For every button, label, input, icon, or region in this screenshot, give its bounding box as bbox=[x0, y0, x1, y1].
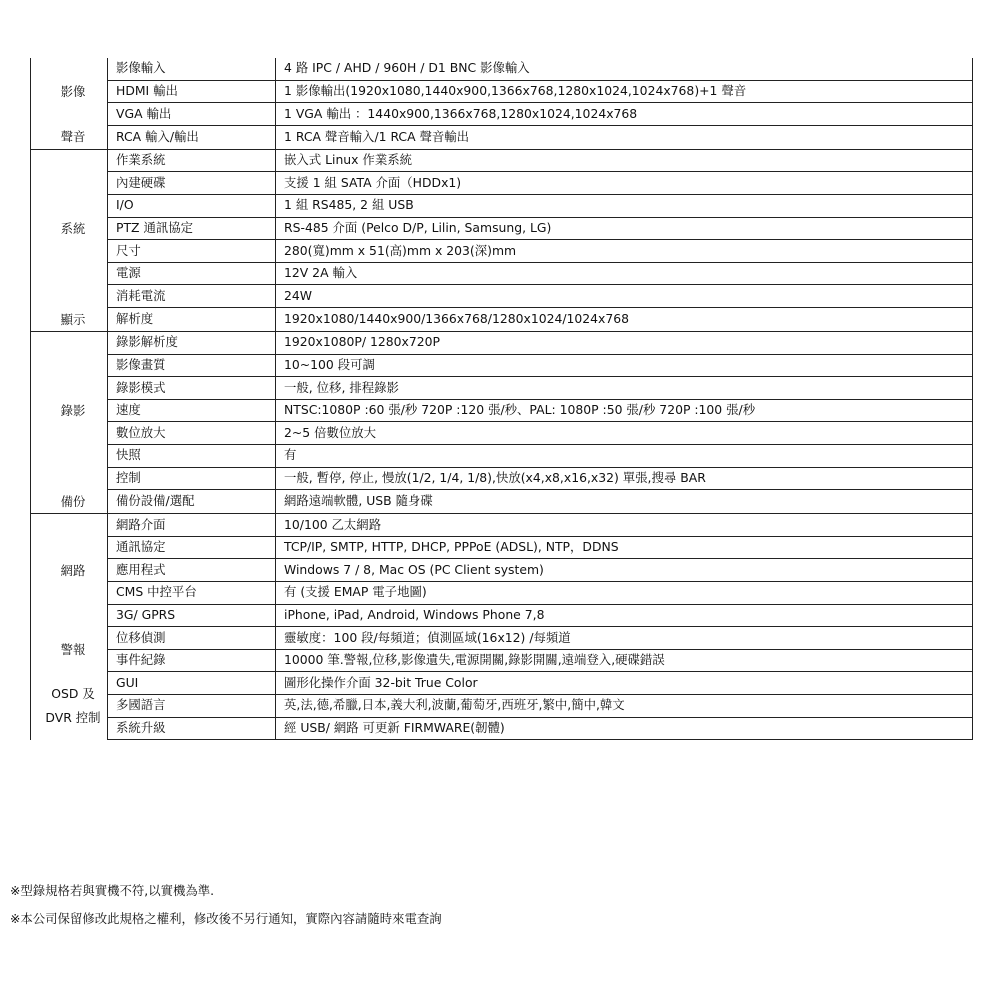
spec-feature: 影像畫質 bbox=[108, 354, 276, 377]
spec-row bbox=[31, 240, 973, 263]
spec-feature: VGA 輸出 bbox=[108, 103, 276, 126]
spec-row bbox=[31, 514, 973, 537]
spec-row bbox=[31, 354, 973, 377]
spec-row bbox=[31, 649, 973, 672]
spec-feature: 快照 bbox=[108, 445, 276, 468]
spec-category bbox=[31, 514, 108, 627]
spec-value: 2~5 倍數位放大 bbox=[276, 422, 973, 445]
spec-feature: RCA 輸入/輸出 bbox=[108, 125, 276, 149]
spec-row bbox=[31, 103, 973, 126]
spec-feature: I/O bbox=[108, 195, 276, 218]
spec-feature: 多國語言 bbox=[108, 695, 276, 718]
spec-category bbox=[31, 58, 108, 125]
spec-table-body bbox=[31, 58, 973, 740]
spec-row bbox=[31, 262, 973, 285]
spec-feature: 系統升級 bbox=[108, 717, 276, 740]
spec-value: 1 VGA 輸出 ：1440x900,1366x768,1280x1024,1024x768 bbox=[276, 103, 973, 126]
spec-feature: 3G/ GPRS bbox=[108, 604, 276, 627]
spec-category-label: 顯示 bbox=[60, 311, 86, 327]
spec-row bbox=[31, 332, 973, 355]
spec-row bbox=[31, 604, 973, 627]
spec-value: TCP/IP, SMTP, HTTP, DHCP, PPPoE (ADSL), NTP，DDNS bbox=[276, 536, 973, 559]
spec-value: 一般, 位移, 排程錄影 bbox=[276, 377, 973, 400]
spec-row bbox=[31, 377, 973, 400]
spec-feature: 數位放大 bbox=[108, 422, 276, 445]
spec-row bbox=[31, 467, 973, 490]
spec-feature: 作業系統 bbox=[108, 149, 276, 172]
spec-feature: 備份設備/選配 bbox=[108, 490, 276, 514]
spec-value: 10~100 段可調 bbox=[276, 354, 973, 377]
spec-feature: 影像輸入 bbox=[108, 58, 276, 80]
spec-row bbox=[31, 445, 973, 468]
spec-category-label: 警報 bbox=[60, 641, 86, 657]
spec-value: 1 影像輸出(1920x1080,1440x900,1366x768,1280x1024,1024x768)+1 聲音 bbox=[276, 80, 973, 103]
spec-value: 經 USB/ 網路 可更新 FIRMWARE(韌體) bbox=[276, 717, 973, 740]
spec-category-label: 錄影 bbox=[60, 403, 86, 419]
spec-row bbox=[31, 217, 973, 240]
spec-category bbox=[31, 125, 108, 149]
spec-value: 1920x1080/1440x900/1366x768/1280x1024/1024x768 bbox=[276, 308, 973, 332]
spec-value: 1 組 RS485, 2 組 USB bbox=[276, 195, 973, 218]
footnote-spec-disclaimer: ※型錄規格若與實機不符,以實機為準. bbox=[10, 883, 215, 898]
spec-feature: 應用程式 bbox=[108, 559, 276, 582]
spec-feature: 錄影解析度 bbox=[108, 332, 276, 355]
spec-value: iPhone, iPad, Android, Windows Phone 7,8 bbox=[276, 604, 973, 627]
spec-value: NTSC:1080P :60 張/秒 720P :120 張/秒、PAL: 1080P :50 張/秒 720P :100 張/秒 bbox=[276, 399, 973, 422]
spec-row bbox=[31, 559, 973, 582]
spec-value: 12V 2A 輸入 bbox=[276, 262, 973, 285]
spec-row bbox=[31, 627, 973, 650]
spec-row bbox=[31, 695, 973, 718]
spec-value: 1 RCA 聲音輸入/1 RCA 聲音輸出 bbox=[276, 125, 973, 149]
spec-category-label: DVR 控制 bbox=[45, 709, 101, 725]
spec-value: Windows 7 / 8, Mac OS (PC Client system) bbox=[276, 559, 973, 582]
spec-value: 英,法,德,希臘,日本,義大利,波蘭,葡萄牙,西班牙,繁中,簡中,韓文 bbox=[276, 695, 973, 718]
spec-row bbox=[31, 58, 973, 80]
spec-row bbox=[31, 672, 973, 695]
spec-category bbox=[31, 490, 108, 514]
spec-row bbox=[31, 399, 973, 422]
spec-value: 一般, 暫停, 停止, 慢放(1/2, 1/4, 1/8),快放(x4,x8,x16,x32) 單張,搜尋 BAR bbox=[276, 467, 973, 490]
spec-category-label: 備份 bbox=[60, 493, 86, 509]
spec-value: 圖形化操作介面 32-bit True Color bbox=[276, 672, 973, 695]
footnote-rights-reserved: ※本公司保留修改此規格之權利，修改後不另行通知，實際內容請隨時來電查詢 bbox=[10, 911, 442, 926]
spec-row bbox=[31, 125, 973, 149]
spec-row bbox=[31, 285, 973, 308]
spec-category-label: 網路 bbox=[60, 562, 86, 578]
spec-feature: PTZ 通訊協定 bbox=[108, 217, 276, 240]
spec-feature: 控制 bbox=[108, 467, 276, 490]
spec-value: 24W bbox=[276, 285, 973, 308]
spec-feature: 尺寸 bbox=[108, 240, 276, 263]
spec-category bbox=[31, 308, 108, 332]
spec-row bbox=[31, 172, 973, 195]
spec-value: 網路遠端軟體, USB 隨身碟 bbox=[276, 490, 973, 514]
spec-feature: 錄影模式 bbox=[108, 377, 276, 400]
spec-value: 280(寬)mm x 51(高)mm x 203(深)mm bbox=[276, 240, 973, 263]
spec-feature: 通訊協定 bbox=[108, 536, 276, 559]
spec-feature: 電源 bbox=[108, 262, 276, 285]
spec-category bbox=[31, 672, 108, 740]
spec-row bbox=[31, 490, 973, 514]
spec-feature: 消耗電流 bbox=[108, 285, 276, 308]
spec-category bbox=[31, 627, 108, 672]
spec-value: 支援 1 組 SATA 介面（HDDx1) bbox=[276, 172, 973, 195]
spec-value: 4 路 IPC / AHD / 960H / D1 BNC 影像輸入 bbox=[276, 58, 973, 80]
spec-row bbox=[31, 422, 973, 445]
footnotes bbox=[10, 880, 442, 930]
spec-value: 10000 筆.警報,位移,影像遺失,電源開關,錄影開關,遠端登入,硬碟錯誤 bbox=[276, 649, 973, 672]
spec-feature: 事件紀錄 bbox=[108, 649, 276, 672]
spec-category-label: 影像 bbox=[60, 83, 86, 99]
spec-feature: 網路介面 bbox=[108, 514, 276, 537]
spec-value: 有 (支援 EMAP 電子地圖) bbox=[276, 582, 973, 605]
spec-value: 靈敏度：100 段/每頻道；偵測區域(16x12) /每頻道 bbox=[276, 627, 973, 650]
spec-row bbox=[31, 308, 973, 332]
spec-row bbox=[31, 582, 973, 605]
spec-feature: GUI bbox=[108, 672, 276, 695]
spec-value: 10/100 乙太網路 bbox=[276, 514, 973, 537]
spec-table bbox=[30, 58, 973, 740]
spec-row bbox=[31, 195, 973, 218]
spec-row bbox=[31, 149, 973, 172]
spec-category-label: OSD 及 bbox=[51, 686, 95, 702]
spec-feature: 位移偵測 bbox=[108, 627, 276, 650]
spec-row bbox=[31, 80, 973, 103]
spec-category bbox=[31, 149, 108, 307]
spec-value: 嵌入式 Linux 作業系統 bbox=[276, 149, 973, 172]
spec-value: 1920x1080P/ 1280x720P bbox=[276, 332, 973, 355]
spec-feature: HDMI 輸出 bbox=[108, 80, 276, 103]
spec-feature: 內建硬碟 bbox=[108, 172, 276, 195]
spec-row bbox=[31, 717, 973, 740]
spec-value: 有 bbox=[276, 445, 973, 468]
spec-row bbox=[31, 536, 973, 559]
spec-category-label: 聲音 bbox=[60, 129, 86, 145]
spec-feature: 解析度 bbox=[108, 308, 276, 332]
spec-value: RS-485 介面 (Pelco D/P, Lilin, Samsung, LG) bbox=[276, 217, 973, 240]
spec-category-label: 系統 bbox=[60, 220, 86, 236]
spec-feature: 速度 bbox=[108, 399, 276, 422]
spec-feature: CMS 中控平台 bbox=[108, 582, 276, 605]
spec-category bbox=[31, 332, 108, 490]
